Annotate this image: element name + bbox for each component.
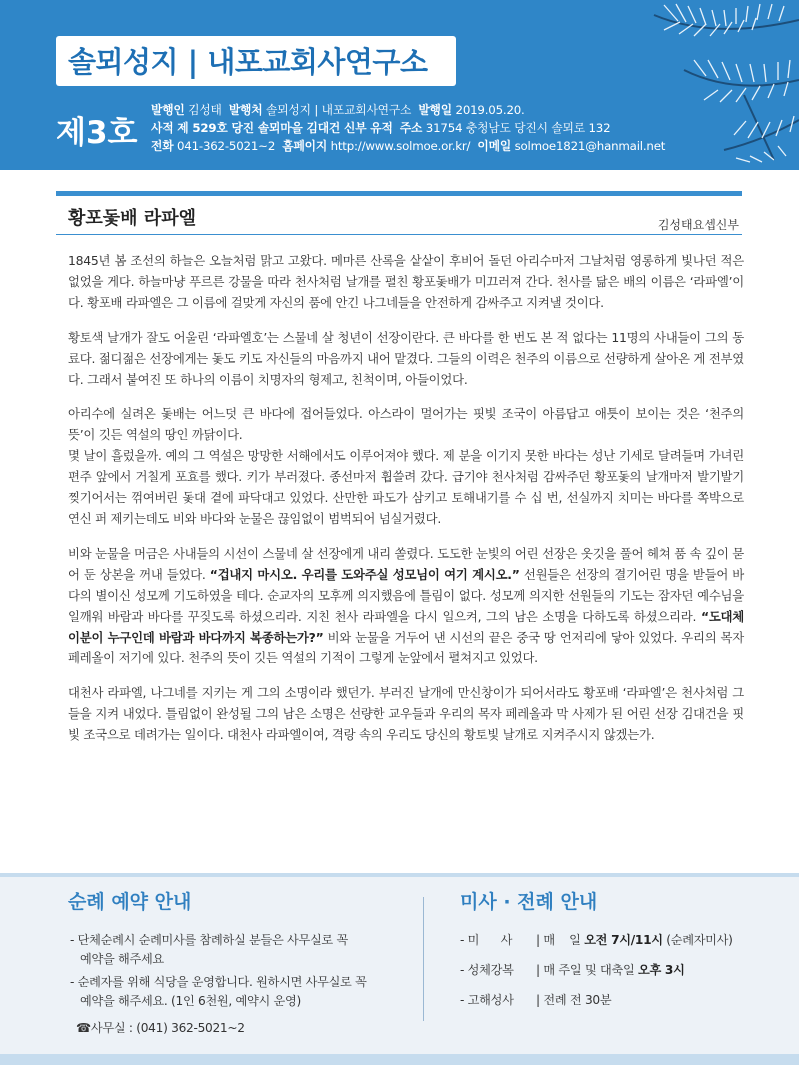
article-divider [56, 234, 742, 235]
header-banner [0, 0, 799, 170]
paragraph-4: 비와 눈물을 머금은 사내들의 시선이 스물네 살 선장에게 내리 쏠렸다. 도도한 눈빛의 어린 선장은 옷깃을 풀어 헤쳐 품 속 깊이 묻어 둔 상본을 꺼내 들었다. “겁내지 마시오. 우리를 도와주실 성모님이 여기 계시오.” 선원들은 선장의 결기어린 명을 받들어 바다의 별이신 성모께 기도하였을 테다. 순교자의 모후께 의지했음에 틀림이 없다. 성모께 의지한 선원들의 기도는 잠자던 예수님을 일깨워 바람과 바다를 꾸짖도록 하셨으리라. 지친 천사 라파엘을 다시 일으켜, 그의 남은 소명을 다하도록 하셨으리라. “도대체 이분이 누구인데 바람과 바다까지 복종하는가?” 비와 눈물을 거두어 낸 시선의 끝은 중국 땅 언저리에 닿아 있었다. 우리의 목자 페레올이 저기에 있다. 천주의 뜻이 깃든 역설의 기적이 그렇게 눈앞에서 펼쳐지고 있었다. [68, 545, 744, 666]
pilgrimage-title: 순례 예약 안내 [68, 891, 192, 913]
mass-row-daily: - 미 사 | 매 일 오전 7시/11시 (순례자미사) [460, 933, 733, 947]
mass-title: 미사 · 전례 안내 [460, 891, 598, 913]
quote-2: “도대체 이분이 누구인데 바람과 바다까지 복종하는가?” [68, 608, 744, 645]
pilgrimage-line-1b: 예약을 해주세요 [80, 952, 164, 966]
homepage-link[interactable]: http://www.solmoe.or.kr/ [330, 139, 471, 153]
info-line-publisher: 발행인 김성태 발행처 솔뫼성지 | 내포교회사연구소 발행일 2019.05.20. [151, 103, 525, 117]
pilgrimage-line-2: - 순례자를 위해 식당을 운영합니다. 원하시면 사무실로 꼭 [70, 975, 367, 989]
info-top-stripe [0, 873, 799, 877]
newsletter-title: 솔뫼성지 | 내포교회사연구소 [68, 45, 428, 79]
issue-number: 제3호 [56, 115, 138, 151]
paragraph-3: 아리수에 실려온 돛배는 어느덧 큰 바다에 접어들었다. 아스라이 멀어가는 핏빛 조국이 아름답고 애틋이 보이는 것은 ‘천주의 뜻’이 깃든 역설의 땅인 까닭이다. 몇 날이 흘렀을까. 예의 그 역설은 망망한 서해에서도 이루어져야 했다. 제 분을 이기지 못한 바다는 성난 기세로 달려들며 가녀린 편주 앞에서 거칠게 포효를 했다. 키가 부러졌다. 종선마저 휩쓸려 갔다. 급기야 천사처럼 감싸주던 황포돛의 날개마저 발기발기 찢기어서는 꺾여버린 돛대 곁에 파닥대고 있었다. 산만한 파도가 삼키고 토해내기를 수 십 번, 선실까지 치미는 바다를 쪽박으로 연신 퍼 제키는데도 비와 바다와 눈물은 끊임없이 범벅되어 넘실거렸다. [68, 406, 744, 526]
pilgrimage-line-2b: 예약을 해주세요. (1인 6천원, 예약시 운영) [80, 994, 301, 1008]
paragraph-5: 대천사 라파엘, 나그네를 지키는 게 그의 소명이라 했던가. 부러진 날개에 만신창이가 되어서라도 황포배 ‘라파엘’은 천사처럼 그들을 지켜 내었다. 틀림없이 완성될 그의 남은 소명은 선량한 교우들과 우리의 목자 페레올과 막 사제가 된 어린 선장 김대건을 핏빛 조국으로 데려가는 일이다. 대천사 라파엘이여, 격랑 속의 우리도 당신의 황토빛 날개로 지켜주시지 않겠는가. [68, 685, 744, 743]
quote-1: “겁내지 마시오. 우리를 도와주실 성모님이 여기 계시오.” [209, 566, 520, 582]
info-line-address: 사적 제 529호 당진 솔뫼마을 김대건 신부 유적 주소 31754 충청남도 당진시 솔뫼로 132 [151, 121, 611, 135]
article-title: 황포돛배 라파엘 [68, 208, 196, 229]
mass-row-benediction: - 성체강복 | 매 주일 및 대축일 오후 3시 [460, 963, 685, 977]
article-top-bar [56, 191, 742, 196]
info-bottom-stripe [0, 1054, 799, 1065]
pilgrimage-line-1: - 단체순례시 순례미사를 참례하실 분들은 사무실로 꼭 [70, 933, 348, 947]
pilgrimage-phone: ☎사무실 : (041) 362-5021~2 [76, 1021, 245, 1035]
mass-row-confession: - 고해성사 | 전례 전 30분 [460, 993, 612, 1007]
article-body [68, 251, 744, 760]
info-line-contact: 전화 041-362-5021~2 홈페이지 http://www.solmoe.or.kr/ 이메일 solmoe1821@hanmail.net [151, 139, 666, 153]
column-divider [423, 897, 424, 1021]
paragraph-1: 1845년 봄 조선의 하늘은 오늘처럼 맑고 고왔다. 메마른 산록을 샅샅이 후비어 돌던 아리수마저 그날처럼 영롱하게 빛나던 적은 없었을 게다. 하늘마냥 푸르른 강물을 따라 천사처럼 날개를 펼친 황포돛배가 미끄러져 간다. 천사를 닮은 배의 이름은 ‘라파엘’이다. 황포배 라파엘은 그 이름에 걸맞게 자신의 품에 안긴 나그네들을 안전하게 감싸주고 지켜낼 것이다. [68, 253, 744, 310]
article-author: 김성태요셉신부 [657, 218, 739, 232]
paragraph-2: 황토색 날개가 잘도 어울린 ‘라파엘호’는 스물네 살 청년이 선장이란다. 큰 바다를 한 번도 본 적 없다는 11명의 사내들이 그의 동료다. 젊디젊은 선장에게는 돛도 키도 자신들의 마음까지 내어 맡겼다. 그들의 이력은 천주의 이름으로 선량하게 살아온 게 전부였다. 그래서 붙여진 또 하나의 이름이 치명자의 형제고, 친척이며, 아들이었다. [68, 329, 744, 387]
phone-icon: ☎ [76, 1021, 91, 1035]
email-link[interactable]: solmoe1821@hanmail.net [514, 139, 666, 153]
